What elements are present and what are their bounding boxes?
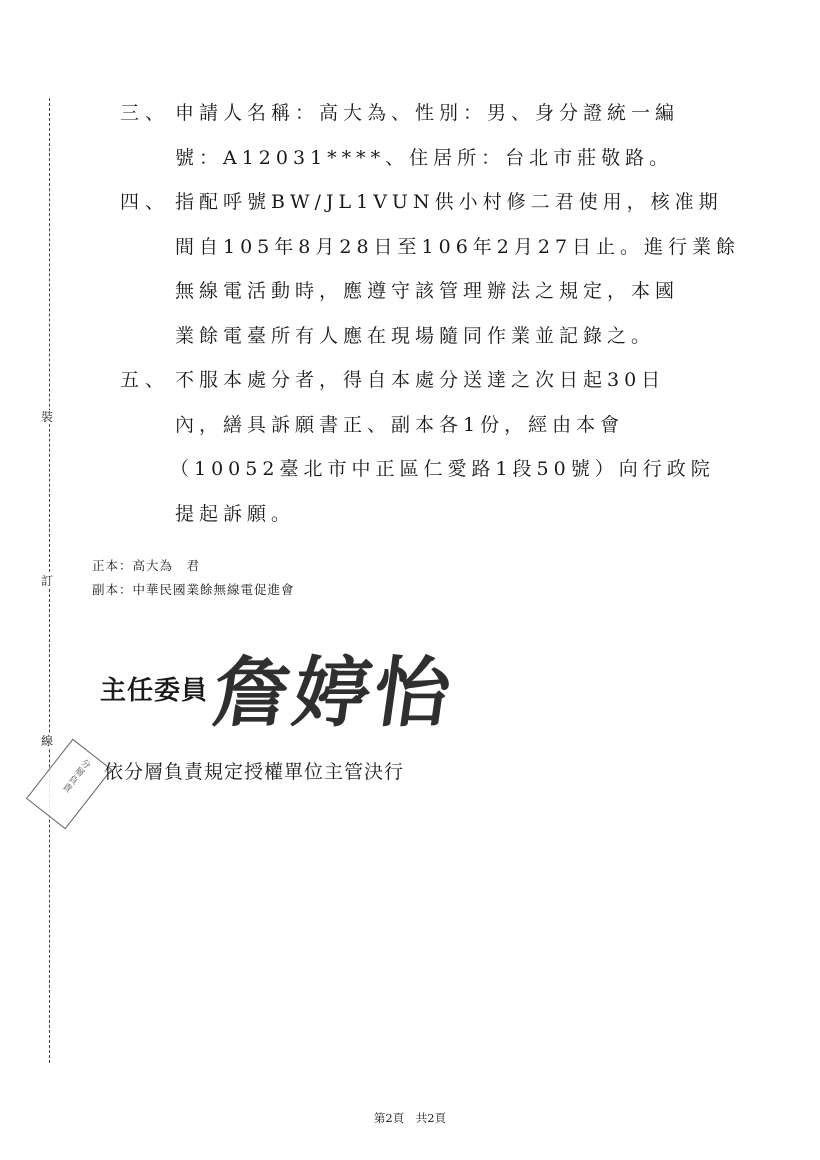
item-4-line-2: 間自105年8月28日至106年2月27日止。進行業餘 [175, 236, 741, 258]
item-5-line-2: 內，繕具訴願書正、副本各1份，經由本會 [175, 414, 625, 436]
item-4-line-3: 無線電活動時，應遵守該管理辦法之規定，本國 [175, 280, 680, 302]
original-recipient: 正本：高大為 君 [92, 558, 201, 573]
item-5-line-4: 提起訴願。 [175, 503, 296, 525]
authorization-text: 依分層負責規定授權單位主管決行 [104, 761, 405, 783]
item-4-line-1: 指配呼號BW/JL1VUN供小村修二君使用，核准期 [175, 191, 723, 213]
page-number: 第2頁 共2頁 [373, 1111, 447, 1125]
item-3-marker: 三、 [120, 102, 171, 124]
item-3-line-1: 申請人名稱：高大為、性別：男、身分證統一編 [175, 102, 680, 124]
item-4-marker: 四、 [120, 191, 171, 213]
binding-char-zhuang: 裝 [41, 410, 54, 424]
binding-char-xian: 線 [41, 734, 54, 748]
item-5-marker: 五、 [120, 369, 171, 391]
item-4-line-4: 業餘電臺所有人應在現場隨同作業並記錄之。 [175, 325, 656, 347]
signatory-title: 主任委員 [100, 676, 209, 706]
binding-char-ding: 訂 [41, 574, 54, 588]
item-5-line-1: 不服本處分者，得自本處分送達之次日起30日 [175, 369, 666, 391]
seal-stamp [26, 739, 112, 830]
item-5-line-3: （10052臺北市中正區仁愛路1段50號）向行政院 [170, 458, 715, 480]
item-3-line-2: 號：A12031****、住居所：台北市莊敬路。 [175, 147, 674, 169]
copy-recipient: 副本：中華民國業餘無線電促進會 [92, 582, 295, 597]
stamp-text: 分層負責 [59, 756, 92, 794]
signature-name: 詹婷怡 [207, 648, 461, 737]
